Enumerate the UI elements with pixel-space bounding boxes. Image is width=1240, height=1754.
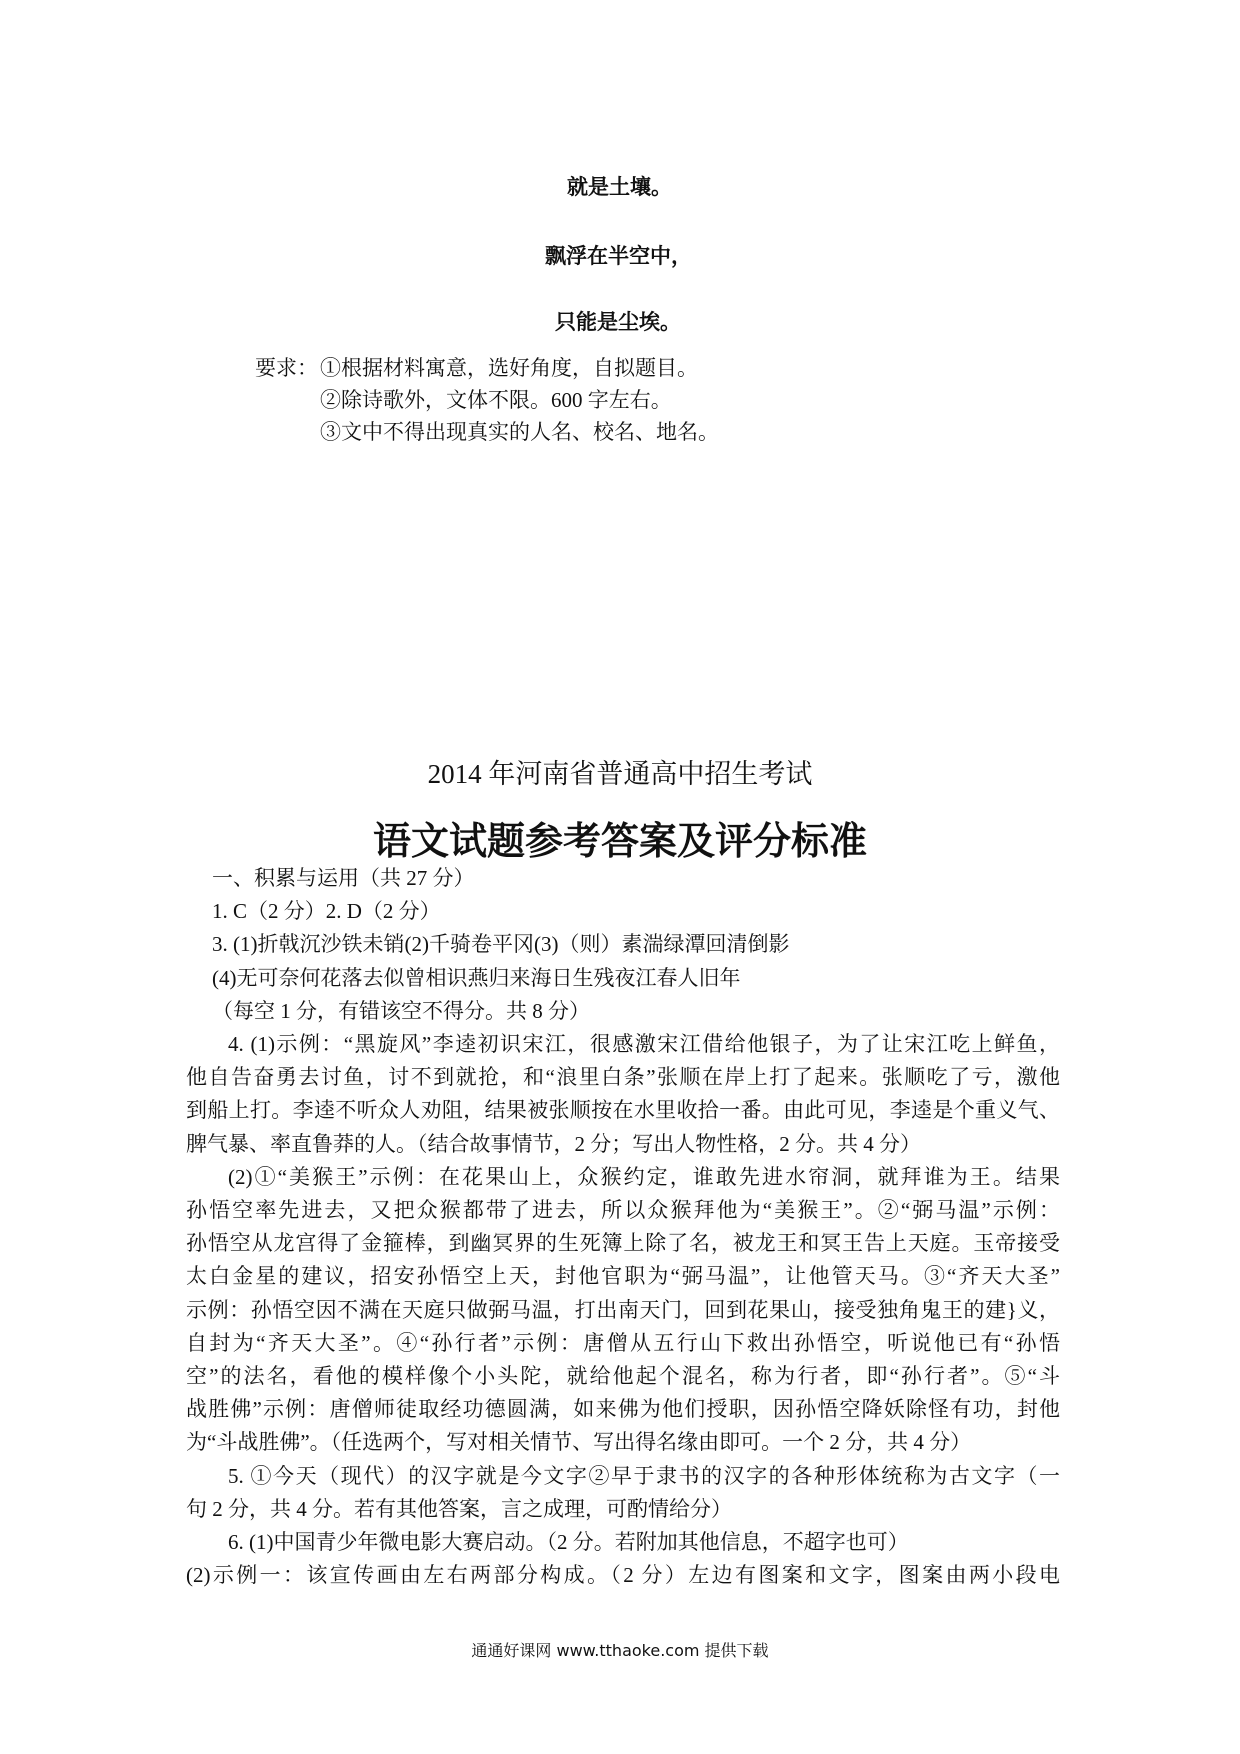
requirements-label: 要求： (255, 356, 318, 380)
answer-line: 到船上打。李逵不听众人劝阻，结果被张顺按在水里收拾一番。由此可见，李逵是个重义气、 (186, 1098, 1060, 1123)
answer-line: 句 2 分，共 4 分。若有其他答案，言之成理，可酌情给分） (186, 1496, 732, 1521)
poem-line-3: 只能是尘埃。 (555, 310, 681, 334)
exam-title: 2014 年河南省普通高中招生考试 (427, 759, 813, 789)
poem-line-1: 就是土壤。 (567, 175, 672, 199)
answer-line: 太白金星的建议，招安孙悟空上天，封他官职为“弼马温”，让他管天马。③“齐天大圣” (186, 1264, 1060, 1289)
answer-line: (4)无可奈何花落去似曾相识燕归来海日生残夜江春人旧年 (212, 965, 741, 990)
answer-line: 脾气暴、率直鲁莽的人。（结合故事情节，2 分；写出人物性格，2 分。共 4 分） (186, 1131, 921, 1156)
answer-line: 自封为“齐天大圣”。④“孙行者”示例：唐僧从五行山下救出孙悟空，听说他已有“孙悟 (186, 1330, 1060, 1355)
poem-line-2: 飘浮在半空中， (545, 244, 692, 268)
requirement-1: ①根据材料寓意，选好角度，自拟题目。 (320, 356, 698, 380)
answer-line: 6. (1)中国青少年微电影大赛启动。（2 分。若附加其他信息，不超字也可） (228, 1530, 909, 1555)
answer-key-title: 语文试题参考答案及评分标准 (372, 818, 867, 863)
answer-line: 空”的法名，看他的模样像个小头陀，就给他起个混名，称为行者，即“孙行者”。⑤“斗 (186, 1364, 1060, 1389)
requirement-3: ③文中不得出现真实的人名、校名、地名。 (320, 420, 719, 444)
answer-line: 他自告奋勇去讨鱼，讨不到就抢，和“浪里白条”张顺在岸上打了起来。张顺吃了亏，激他 (186, 1065, 1060, 1090)
answer-line: 为“斗战胜佛”。（任选两个，写对相关情节、写出得名缘由即可。一个 2 分，共 4 分） (186, 1430, 972, 1455)
answer-line: 5. ①今天（现代）的汉字就是今文字②早于隶书的汉字的各种形体统称为古文字（一 (228, 1463, 1060, 1488)
requirement-2: ②除诗歌外，文体不限。600 字左右。 (320, 388, 672, 412)
answer-line: (2)①“美猴王”示例：在花果山上，众猴约定，谁敢先进水帘洞，就拜谁为王。结果 (228, 1164, 1060, 1189)
answer-line: 孙悟空从龙宫得了金箍棒，到幽冥界的生死簿上除了名，被龙王和冥王告上天庭。玉帝接受 (186, 1231, 1060, 1256)
answer-body (186, 862, 1060, 1592)
answer-line: (2)示例一：该宣传画由左右两部分构成。（2 分）左边有图案和文字，图案由两小段电 (186, 1563, 1060, 1588)
answer-line: 示例：孙悟空因不满在天庭只做弼马温，打出南天门，回到花果山，接受独角鬼王的建}义， (186, 1297, 1060, 1322)
answer-line: 4. (1)示例：“黑旋风”李逵初识宋江，很感激宋江借给他银子，为了让宋江吃上鲜鱼， (228, 1032, 1060, 1057)
answer-line: （每空 1 分，有错该空不得分。共 8 分） (212, 998, 590, 1023)
footer-credit: 通通好课网 www.tthaoke.com 提供下载 (471, 1641, 769, 1660)
answer-line: 3. (1)折戟沉沙铁未销(2)千骑卷平冈(3)（则）素湍绿潭回清倒影 (212, 932, 790, 957)
answer-line: 战胜佛”示例：唐僧师徒取经功德圆满，如来佛为他们授职，因孙悟空降妖除怪有功，封他 (186, 1397, 1060, 1422)
answer-line: 1. C（2 分）2. D（2 分） (212, 899, 441, 924)
answer-line: 孙悟空率先进去，又把众猴都带了进去，所以众猴拜他为“美猴王”。②“弼马温”示例： (186, 1198, 1060, 1223)
section-heading: 一、积累与运用（共 27 分） (212, 866, 475, 890)
